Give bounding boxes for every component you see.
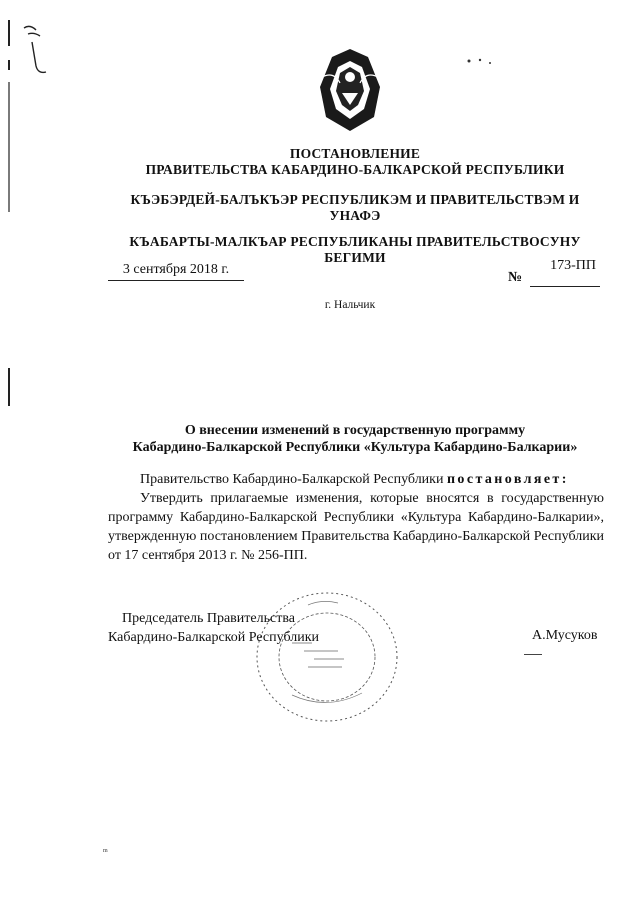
issuer-heading-kab: КЪЭБЭРДЕЙ-БАЛЪКЪЭР РЕСПУБЛИКЭМ И ПРАВИТЕЛЬСТВЭМ И — [130, 192, 580, 207]
issuer-heading-kab-cont: УНАФЭ — [329, 208, 381, 223]
body-paragraph-2: Утвердить прилагаемые изменения, которые вносятся в государственную программу Кабардино-Балкарской Республики «Культура Кабардино-Балкарии», утвержденную постановлением Правительства Кабардино-Балкарской Республики от 17 сентября 2013 г. № 256-ПП. — [108, 491, 604, 563]
signatory-name: А.Мусуков — [532, 628, 598, 643]
signatory-title-line-2: Кабардино-Балкарской Республики — [108, 630, 319, 645]
issuer-heading-bal: КЪАБАРТЫ-МАЛКЪАР РЕСПУБЛИКАНЫ ПРАВИТЕЛЬСТВОСУНУ — [129, 234, 581, 249]
body-paragraph-1 — [108, 470, 604, 489]
scan-dots — [466, 56, 506, 64]
issuer-heading-bal-cont: БЕГИМИ — [324, 250, 386, 265]
issuer-heading-ru: ПРАВИТЕЛЬСТВА КАБАРДИНО-БАЛКАРСКОЙ РЕСПУБЛИКИ — [145, 162, 565, 177]
document-body — [108, 470, 604, 565]
number-label: № — [508, 270, 523, 285]
document-title — [110, 422, 600, 456]
signatory-title — [108, 609, 319, 647]
doc-type-heading: ПОСТАНОВЛЕНИЕ — [289, 146, 421, 161]
document-date: 3 сентября 2018 г. — [108, 262, 244, 281]
city: г. Нальчик — [324, 299, 376, 311]
signatory-title-line-1: Председатель Правительства — [122, 611, 295, 626]
body-decree-verb: постановляет: — [446, 472, 569, 487]
body-intro: Правительство Кабардино-Балкарской Республики — [140, 472, 447, 487]
scan-mark — [8, 60, 10, 70]
title-line-2: Кабардино-Балкарской Республики «Культура Кабардино-Балкарии» — [132, 440, 578, 455]
official-seal — [252, 585, 402, 725]
scan-scribble — [18, 22, 48, 77]
scan-mark — [8, 368, 10, 406]
scan-mark — [8, 20, 10, 46]
document-number: 173-ПП — [550, 258, 596, 273]
scan-mark — [8, 82, 10, 212]
document-number-field — [530, 256, 600, 287]
title-line-1: О внесении изменений в государственную программу — [184, 423, 526, 438]
state-emblem-icon — [318, 47, 382, 133]
footer-mark: m — [103, 848, 108, 854]
signature-stroke — [524, 654, 542, 655]
